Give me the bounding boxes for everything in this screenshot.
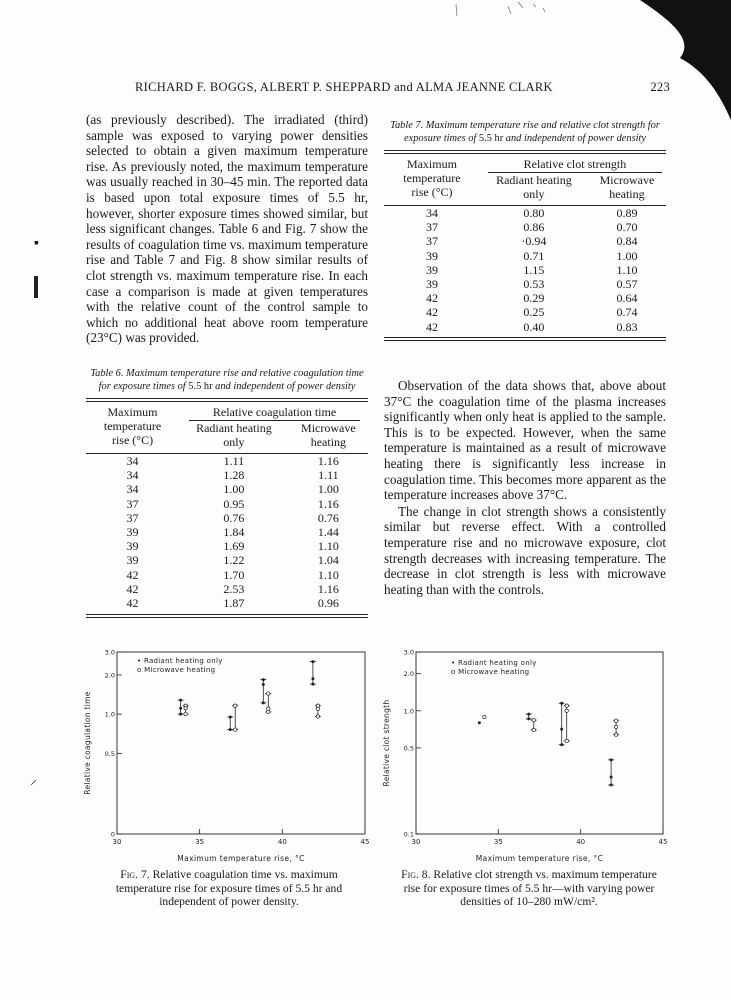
x-tick-label: 45 bbox=[658, 838, 668, 846]
table-7 bbox=[384, 120, 666, 341]
table-row bbox=[384, 220, 666, 234]
data-point-microwave bbox=[184, 707, 187, 710]
table-cell: 39 bbox=[126, 525, 139, 540]
data-point-radiant bbox=[610, 776, 613, 779]
table-7-caption: Table 7. Maximum temperature rise and relative clot strength for exposure times of 5.5 hr and independent of power density bbox=[390, 120, 660, 144]
data-point-microwave bbox=[565, 704, 568, 707]
data-point-radiant bbox=[179, 699, 182, 702]
y-tick-label: 2.0 bbox=[104, 671, 115, 680]
body-paragraph-right-1: Observation of the data shows that, above about 37°C the coagulation time of the plasma increases significantly when only heat is applied to the sample. This is to be expected. However, when the same temperature is maintained as a result of microwave heating there is significantly less increase in coagulation time. This becomes more apparent as the temperature increases above 37°C. bbox=[384, 378, 666, 503]
table-row bbox=[86, 468, 368, 482]
data-point-microwave bbox=[316, 715, 319, 718]
table-cell: 0.80 bbox=[523, 206, 545, 220]
figure-8-chart bbox=[380, 646, 670, 864]
table-cell: 0.40 bbox=[523, 319, 545, 334]
y-tick-label: 0 bbox=[110, 830, 115, 839]
table-cell: 42 bbox=[425, 305, 438, 320]
data-point-radiant bbox=[262, 701, 265, 704]
table-cell: 0.76 bbox=[317, 510, 339, 525]
table-row bbox=[384, 234, 666, 248]
data-point-microwave bbox=[267, 710, 270, 713]
table-cell: 34 bbox=[126, 482, 139, 497]
table-cell: 0.86 bbox=[523, 220, 545, 235]
y-tick-label: 1.0 bbox=[104, 710, 115, 719]
table-cell: 37 bbox=[425, 220, 438, 235]
table-cell: 1.10 bbox=[317, 567, 339, 582]
table-row bbox=[86, 539, 368, 553]
data-point-microwave bbox=[483, 715, 486, 718]
figure-8-caption: Fig. 8. Relative clot strength vs. maximum temperature rise for exposure times of 5.5 hr—with varying power densities of 10–280 mW/cm². bbox=[401, 868, 657, 909]
data-point-microwave bbox=[234, 704, 237, 707]
plot-frame bbox=[416, 652, 663, 834]
table-row bbox=[384, 263, 666, 277]
header-authors: RICHARD F. BOGGS, ALBERT P. SHEPPARD and ALMA JEANNE CLARK bbox=[135, 80, 553, 94]
table-cell: 1.44 bbox=[317, 525, 339, 540]
legend-entry: • Radiant heating only bbox=[137, 657, 223, 665]
data-point-microwave bbox=[614, 733, 617, 736]
y-tick-label: 0.5 bbox=[403, 744, 414, 753]
x-tick-label: 30 bbox=[112, 838, 122, 846]
table-cell: 42 bbox=[126, 596, 139, 611]
table-row bbox=[384, 291, 666, 305]
table-cell: 1.87 bbox=[223, 596, 245, 611]
y-axis-label: Relative coagulation time bbox=[83, 691, 92, 795]
data-point-microwave bbox=[532, 728, 535, 731]
table-cell: 0.76 bbox=[223, 510, 245, 525]
table-cell: 1.70 bbox=[223, 567, 245, 582]
table-cell: 1.04 bbox=[317, 553, 339, 568]
scan-artefact bbox=[448, 0, 568, 30]
table-cell: 0.53 bbox=[523, 277, 545, 292]
data-point-microwave bbox=[316, 704, 319, 707]
page-number: 223 bbox=[650, 80, 670, 94]
table-7-grid: Maximum temperature rise (°C) Relative clot strength Radiant heating only Microwave heating 34 0.80 0.89 37 0.86 0.70 37 ·0.94 0.84 39 0.71 1.00 39 1.15 1.10 39 0.53 0.57 42 0.29 0.64 42 0.25 0.74 42 0.40 0.83 bbox=[384, 154, 666, 334]
table-cell: 1.11 bbox=[223, 454, 245, 468]
plot-frame bbox=[117, 652, 365, 834]
table-cell: 34 bbox=[126, 454, 139, 468]
table-cell: 42 bbox=[425, 291, 438, 306]
table-6-group-head: Relative coagulation time bbox=[189, 405, 360, 421]
table-cell: 37 bbox=[126, 496, 139, 511]
table-6 bbox=[86, 368, 368, 618]
y-tick-label: 3.0 bbox=[403, 648, 414, 657]
table-cell: 0.70 bbox=[616, 220, 638, 235]
table-cell: 42 bbox=[126, 567, 139, 582]
table-row bbox=[86, 454, 368, 468]
body-paragraph-right-2: The change in clot strength shows a consistently similar but reverse effect. With a controlled temperature rise and no microwave exposure, clot strength decreases with increasing temperature. The decrease in clot strength is less with microwave heating than with the controls. bbox=[384, 503, 666, 597]
x-axis-label: Maximum temperature rise, °C bbox=[177, 854, 305, 863]
table-row bbox=[86, 497, 368, 511]
table-cell: 34 bbox=[425, 206, 438, 220]
table-cell: 0.64 bbox=[616, 291, 638, 306]
table-cell: 39 bbox=[425, 277, 438, 292]
data-point-radiant bbox=[179, 713, 182, 716]
data-point-microwave bbox=[565, 739, 568, 742]
table-cell: 1.16 bbox=[317, 581, 339, 596]
table-row bbox=[384, 305, 666, 319]
data-point-radiant bbox=[560, 743, 563, 746]
table-cell: 0.74 bbox=[616, 305, 638, 320]
table-cell: 0.29 bbox=[523, 291, 545, 306]
scan-corner-shadow bbox=[640, 0, 731, 120]
table-cell: 39 bbox=[126, 553, 139, 568]
table-cell: 0.96 bbox=[317, 596, 339, 611]
table-row bbox=[86, 482, 368, 496]
table-cell: 1.15 bbox=[523, 262, 545, 277]
table-row bbox=[86, 553, 368, 567]
data-point-radiant bbox=[560, 728, 563, 731]
x-tick-label: 40 bbox=[576, 838, 586, 846]
table-row bbox=[384, 249, 666, 263]
table-cell: 37 bbox=[126, 510, 139, 525]
table-cell: 34 bbox=[126, 468, 139, 483]
figure-7 bbox=[80, 646, 370, 864]
table-cell: 42 bbox=[425, 319, 438, 334]
x-tick-label: 40 bbox=[277, 838, 287, 846]
table-cell: 42 bbox=[126, 581, 139, 596]
figure-7-caption: Fig. 7. Relative coagulation time vs. maximum temperature rise for exposure times of 5.5 hr and independent of power density. bbox=[115, 868, 343, 909]
table-row bbox=[384, 277, 666, 291]
data-point-microwave bbox=[234, 728, 237, 731]
data-point-microwave bbox=[565, 709, 568, 712]
figure-7-chart bbox=[80, 646, 370, 864]
data-point-radiant bbox=[229, 716, 232, 719]
data-point-radiant bbox=[311, 677, 314, 680]
data-point-radiant bbox=[560, 702, 563, 705]
table-cell: 0.71 bbox=[523, 248, 545, 263]
table-cell: 0.57 bbox=[616, 277, 638, 292]
margin-mark: ⸝ bbox=[30, 773, 37, 788]
x-tick-label: 35 bbox=[195, 838, 205, 846]
table-cell: 0.84 bbox=[616, 234, 638, 249]
data-point-radiant bbox=[478, 721, 481, 724]
data-point-radiant bbox=[610, 783, 613, 786]
y-tick-label: 3.0 bbox=[104, 648, 115, 657]
table-cell: 1.28 bbox=[223, 468, 245, 483]
body-paragraph-left: (as previously described). The irradiated (third) sample was exposed to varying power densities selected to obtain a given maximum temperature rise. As previously noted, the maximum temperature was usually reached in 30–45 min. The reported data is based upon total exposure times of 5.5 hr, however, shorter exposure times showed similar, but less significant changes. Table 6 and Fig. 7 show the results of coagulation time vs. maximum temperature rise and Table 7 and Fig. 8 show similar results of clot strength vs. maximum temperature rise. In each case a comparison is made at given temperatures with the relative count of the control sample to which no additional heat above room temperature (23°C) was provided. bbox=[86, 112, 368, 346]
legend-entry: o Microwave heating bbox=[451, 668, 530, 676]
table-cell: 0.25 bbox=[523, 305, 545, 320]
figure-8 bbox=[380, 646, 670, 864]
data-point-microwave bbox=[532, 718, 535, 721]
table-cell: 1.10 bbox=[317, 539, 339, 554]
data-point-radiant bbox=[262, 683, 265, 686]
table-cell: 1.69 bbox=[223, 539, 245, 554]
table-cell: 39 bbox=[126, 539, 139, 554]
table-cell: 39 bbox=[425, 262, 438, 277]
data-point-radiant bbox=[229, 728, 232, 731]
table-cell: 0.83 bbox=[616, 319, 638, 334]
table-row bbox=[86, 568, 368, 582]
data-point-radiant bbox=[527, 717, 530, 720]
table-7-group-head: Relative clot strength bbox=[488, 157, 662, 173]
table-cell: 1.84 bbox=[223, 525, 245, 540]
data-point-microwave bbox=[184, 712, 187, 715]
x-axis-label: Maximum temperature rise, °C bbox=[475, 854, 604, 863]
table-cell: 1.11 bbox=[318, 468, 339, 483]
table-cell: 1.00 bbox=[317, 482, 339, 497]
x-tick-label: 30 bbox=[411, 838, 421, 846]
legend-entry: o Microwave heating bbox=[137, 666, 216, 674]
table-cell: 1.10 bbox=[616, 262, 638, 277]
table-cell: 1.16 bbox=[317, 454, 339, 468]
margin-mark bbox=[34, 276, 38, 298]
y-tick-label: 2.0 bbox=[403, 670, 414, 679]
table-row bbox=[384, 206, 666, 220]
body-text-right bbox=[384, 378, 666, 597]
table-cell: 0.89 bbox=[616, 206, 638, 220]
y-tick-label: 0.5 bbox=[104, 749, 115, 758]
table-row bbox=[86, 511, 368, 525]
table-cell: ·0.94 bbox=[521, 234, 547, 249]
table-cell: 1.16 bbox=[317, 496, 339, 511]
table-row bbox=[86, 525, 368, 539]
table-cell: 1.00 bbox=[223, 482, 245, 497]
data-point-radiant bbox=[262, 678, 265, 681]
data-point-microwave bbox=[267, 692, 270, 695]
data-point-radiant bbox=[179, 707, 182, 710]
margin-mark: ▪ bbox=[34, 236, 39, 251]
y-tick-label: 0.1 bbox=[403, 830, 414, 839]
table-6-caption: Table 6. Maximum temperature rise and relative coagulation time for exposure times of 5.5 hr and independent of power density bbox=[90, 368, 364, 392]
table-cell: 2.53 bbox=[223, 581, 245, 596]
y-axis-label: Relative clot strength bbox=[382, 699, 391, 787]
table-row bbox=[86, 582, 368, 596]
table-6-grid: Maximum temperature rise (°C) Relative coagulation time Radiant heating only Microwave heating 34 1.11 1.16 34 1.28 1.11 34 1.00 1.00 37 0.95 1.16 37 0.76 0.76 39 1.84 1.44 39 1.69 1.10 39 1.22 1.04 42 1.70 1.10 42 2.53 1.16 42 1.87 0.96 bbox=[86, 402, 368, 610]
data-point-radiant bbox=[311, 660, 314, 663]
data-point-radiant bbox=[311, 683, 314, 686]
table-cell: 1.00 bbox=[616, 248, 638, 263]
legend-entry: • Radiant heating only bbox=[451, 659, 537, 667]
table-cell: 1.22 bbox=[223, 553, 245, 568]
table-row bbox=[384, 320, 666, 334]
data-point-microwave bbox=[614, 725, 617, 728]
x-tick-label: 35 bbox=[493, 838, 503, 846]
table-cell: 0.95 bbox=[223, 496, 245, 511]
y-tick-label: 1.0 bbox=[403, 707, 414, 716]
table-cell: 37 bbox=[425, 234, 438, 249]
data-point-microwave bbox=[614, 719, 617, 722]
x-tick-label: 45 bbox=[360, 838, 370, 846]
data-point-radiant bbox=[610, 758, 613, 761]
table-row bbox=[86, 596, 368, 610]
data-point-radiant bbox=[527, 713, 530, 716]
table-cell: 39 bbox=[425, 248, 438, 263]
